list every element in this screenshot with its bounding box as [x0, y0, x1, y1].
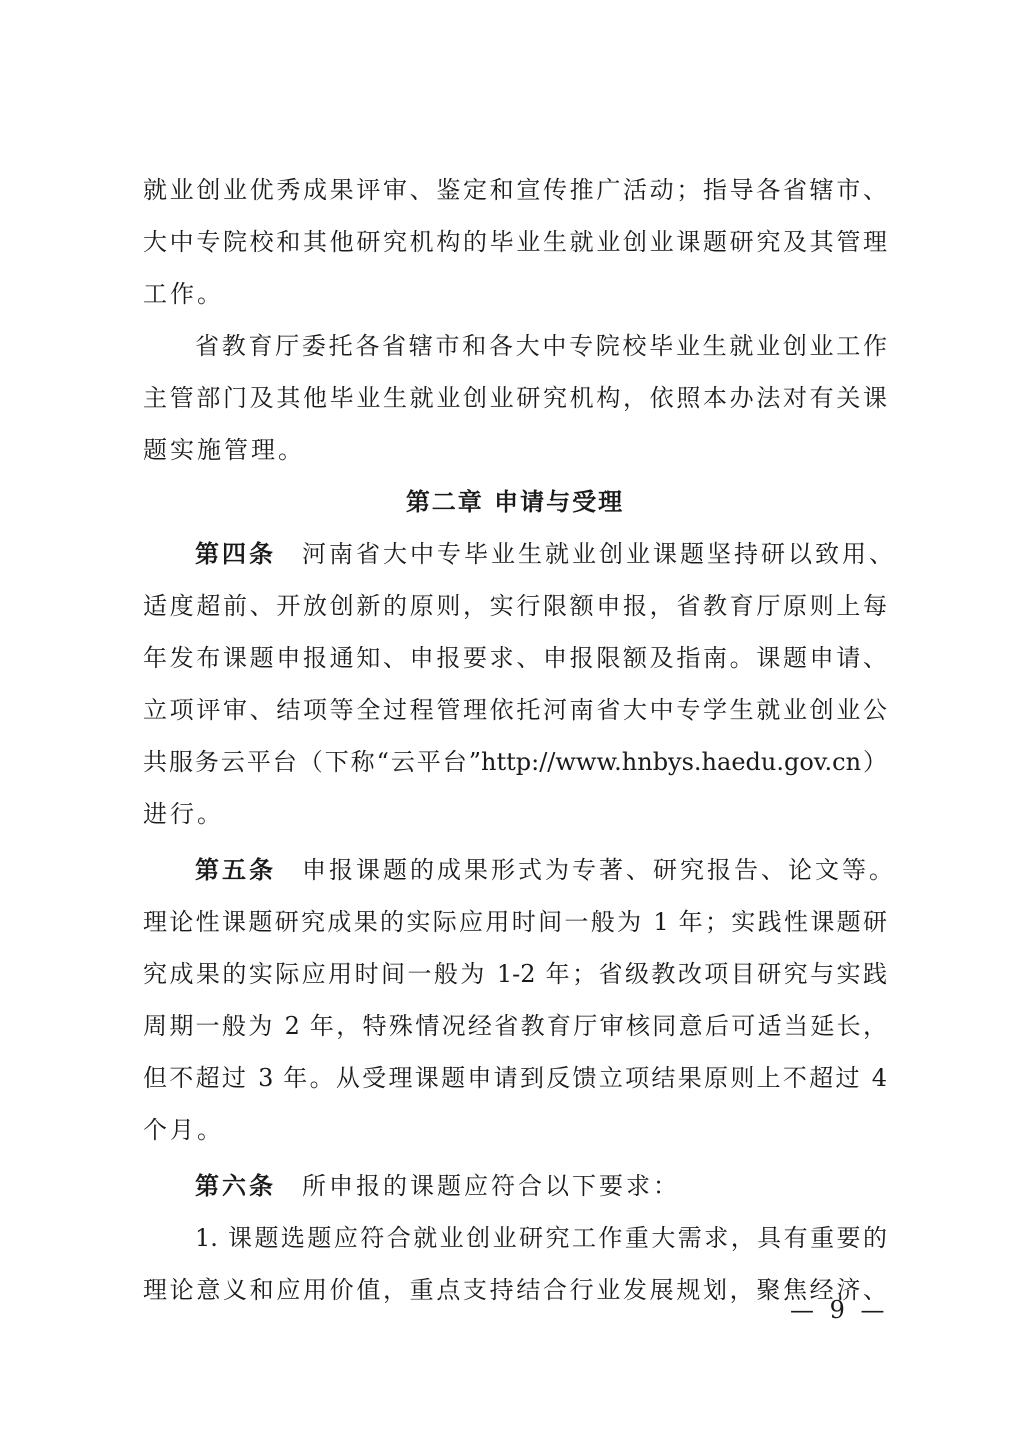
text-line: 河南省大中专毕业生就业创业课题坚持研以致用、 [302, 540, 896, 568]
text-line: 题实施管理。 [143, 436, 305, 464]
text-line: 适度超前、开放创新的原则，实行限额申报，省教育厅原则上每 [143, 592, 887, 620]
article-4-first-line [143, 528, 896, 580]
text-line: 进行。 [143, 800, 224, 828]
text-line: 所申报的课题应符合以下要求： [302, 1172, 680, 1200]
text-line: 省教育厅委托各省辖市和各大中专院校毕业生就业创业工作 [195, 332, 887, 360]
text-line: 就业创业优秀成果评审、鉴定和宣传推广活动；指导各省辖市、 [143, 176, 887, 204]
text-line: 1. 课题选题应符合就业创业研究工作重大需求，具有重要的 [195, 1224, 887, 1252]
text-line: 个月。 [143, 1116, 224, 1144]
article-label: 第五条 [195, 856, 276, 884]
text-line: 申报课题的成果形式为专著、研究报告、论文等。 [302, 856, 896, 884]
article-6-first-line [143, 1160, 887, 1212]
article-label: 第六条 [195, 1172, 276, 1200]
text-line: 主管部门及其他毕业生就业创业研究机构，依照本办法对有关课 [143, 384, 887, 412]
text-line: 究成果的实际应用时间一般为 1-2 年；省级教改项目研究与实践 [143, 960, 887, 988]
document-page [143, 164, 896, 1316]
text-line: 理论意义和应用价值，重点支持结合行业发展规划，聚焦经济、 [143, 1276, 887, 1304]
article-label: 第四条 [195, 540, 276, 568]
text-line: 理论性课题研究成果的实际应用时间一般为 1 年；实践性课题研 [143, 908, 887, 936]
chapter-title: 第二章 申请与受理 [405, 488, 625, 516]
text-line: 年发布课题申报通知、申报要求、申报限额及指南。课题申请、 [143, 644, 887, 672]
text-line: 立项评审、结项等全过程管理依托河南省大中专学生就业创业公 [143, 696, 887, 724]
text-line: 周期一般为 2 年，特殊情况经省教育厅审核同意后可适当延长， [143, 1012, 887, 1040]
page-number: — 9 — [790, 1296, 889, 1324]
text-line: 但不超过 3 年。从受理课题申请到反馈立项结果原则上不超过 4 [143, 1064, 887, 1092]
text-line: 共服务云平台（下称“云平台”http://www.hnbys.haedu.gov.cn） [143, 748, 887, 776]
text-line: 大中专院校和其他研究机构的毕业生就业创业课题研究及其管理 [143, 228, 887, 256]
article-5-first-line [143, 844, 896, 896]
text-line: 工作。 [143, 280, 224, 308]
